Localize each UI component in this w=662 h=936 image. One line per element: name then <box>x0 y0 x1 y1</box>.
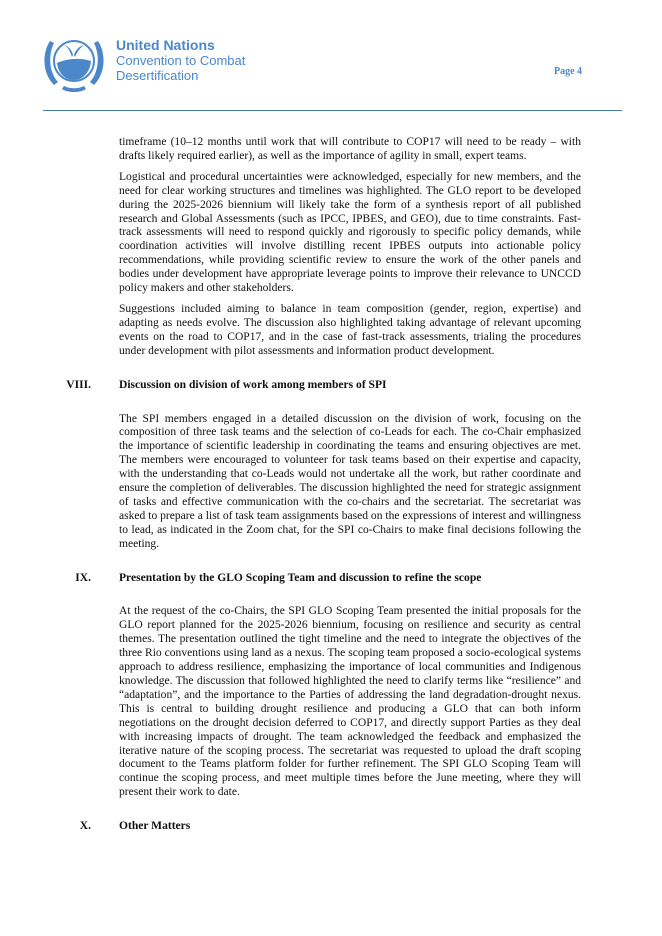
document-body <box>66 136 581 854</box>
section-heading <box>79 820 581 834</box>
section-number: VIII. <box>66 378 91 391</box>
paragraph: The SPI members engaged in a detailed discussion on the division of work, focusing on the composition of three task teams and the selection of co-Leads for each. The co-Chair emphasized the importance of scientific leadership in coordinating the teams and ensuring objectives are met. The members were encouraged to volunteer for task teams based on their expertise and capacity, with the understanding that co-Leads would not undertake all the work, but rather coordinate and ensure the completion of deliverables. The discussion highlighted the need for strategic assignment of tasks and effective communication with the co-chairs and the secretariat. The secretariat was asked to prepare a list of task team assignments based on the expressions of interest and willingness to lead, as indicated in the Zoom chat, for the SPI co-Chairs to make final decisions following the meeting. <box>119 412 581 550</box>
section-heading <box>75 571 581 586</box>
paragraph: At the request of the co-Chairs, the SPI GLO Scoping Team presented the initial proposals for the GLO report planned for the 2025-2026 biennium, focusing on resilience and security as central themes. The presentation outlined the tight timeline and the need to integrate the objectives of the three Rio conventions using land as a nexus. The scoping team proposed a socio-ecological systems approach to address resilience, emphasizing the importance of local communities and Indigenous knowledge. The discussion that followed highlighted the need to clarify terms like “resilience” and “adaptation”, and the importance to the Parties of addressing the land degradation-drought nexus. This is central to building drought resilience and producing a GLO that can both inform negotiations on the drought decision deferred to COP17, and directly support Parties as they deal with increasing impacts of drought. The team acknowledged the feedback and emphasized the iterative nature of the scoping process. The secretariat was requested to upload the draft scoping document to the Teams platform folder for further refinement. The SPI GLO Scoping Team will continue the scoping process, and meet multiple times before the June meeting, where they will present their work to date. <box>119 605 581 799</box>
org-line-1: United Nations <box>116 37 215 53</box>
paragraph: timeframe (10–12 months until work that will contribute to COP17 will need to be ready – with drafts likely required earlier), as well as the importance of agility in small, expert teams. <box>119 136 581 162</box>
section-number: X. <box>79 820 91 833</box>
header-divider <box>43 110 622 111</box>
paragraph: Suggestions included aiming to balance in team composition (gender, region, expertise) and adapting as needs evolve. The discussion also highlighted taking advantage of relevant upcoming events on the road to COP17, and in the case of fast-track assessments, trialing the procedures under development with pilot assessments and information product development. <box>119 302 581 357</box>
section-title: Discussion on division of work among members of SPI <box>119 378 387 391</box>
org-line-2: Convention to Combat <box>116 53 246 68</box>
page-number: Page 4 <box>554 66 583 77</box>
section-title: Presentation by the GLO Scoping Team and discussion to refine the scope <box>119 571 482 584</box>
paragraph: Logistical and procedural uncertainties were acknowledged, especially for new members, and the need for clear working structures and timelines was highlighted. The GLO report to be developed during the 2025-2026 biennium will likely take the form of a synthesis report of all published research and Global Assessments (such as IPCC, IPBES, and GEO), due to time constraints. Fast-track assessments will need to respond quickly and rigorously to specific policy demands, while coordination activities will involve distilling recent IPBES outputs into actionable policy recommendations, while providing scientific review to ensure the work of the other panels and bodies under development have appropriate leverage points to improve their relevance to UNCCD policy makers and other stakeholders. <box>119 170 581 295</box>
organization-name <box>116 38 245 83</box>
un-emblem-logo <box>40 31 108 95</box>
org-line-3: Desertification <box>116 68 199 83</box>
section-heading <box>66 378 581 393</box>
section-title: Other Matters <box>119 820 191 833</box>
section-number: IX. <box>75 571 91 584</box>
